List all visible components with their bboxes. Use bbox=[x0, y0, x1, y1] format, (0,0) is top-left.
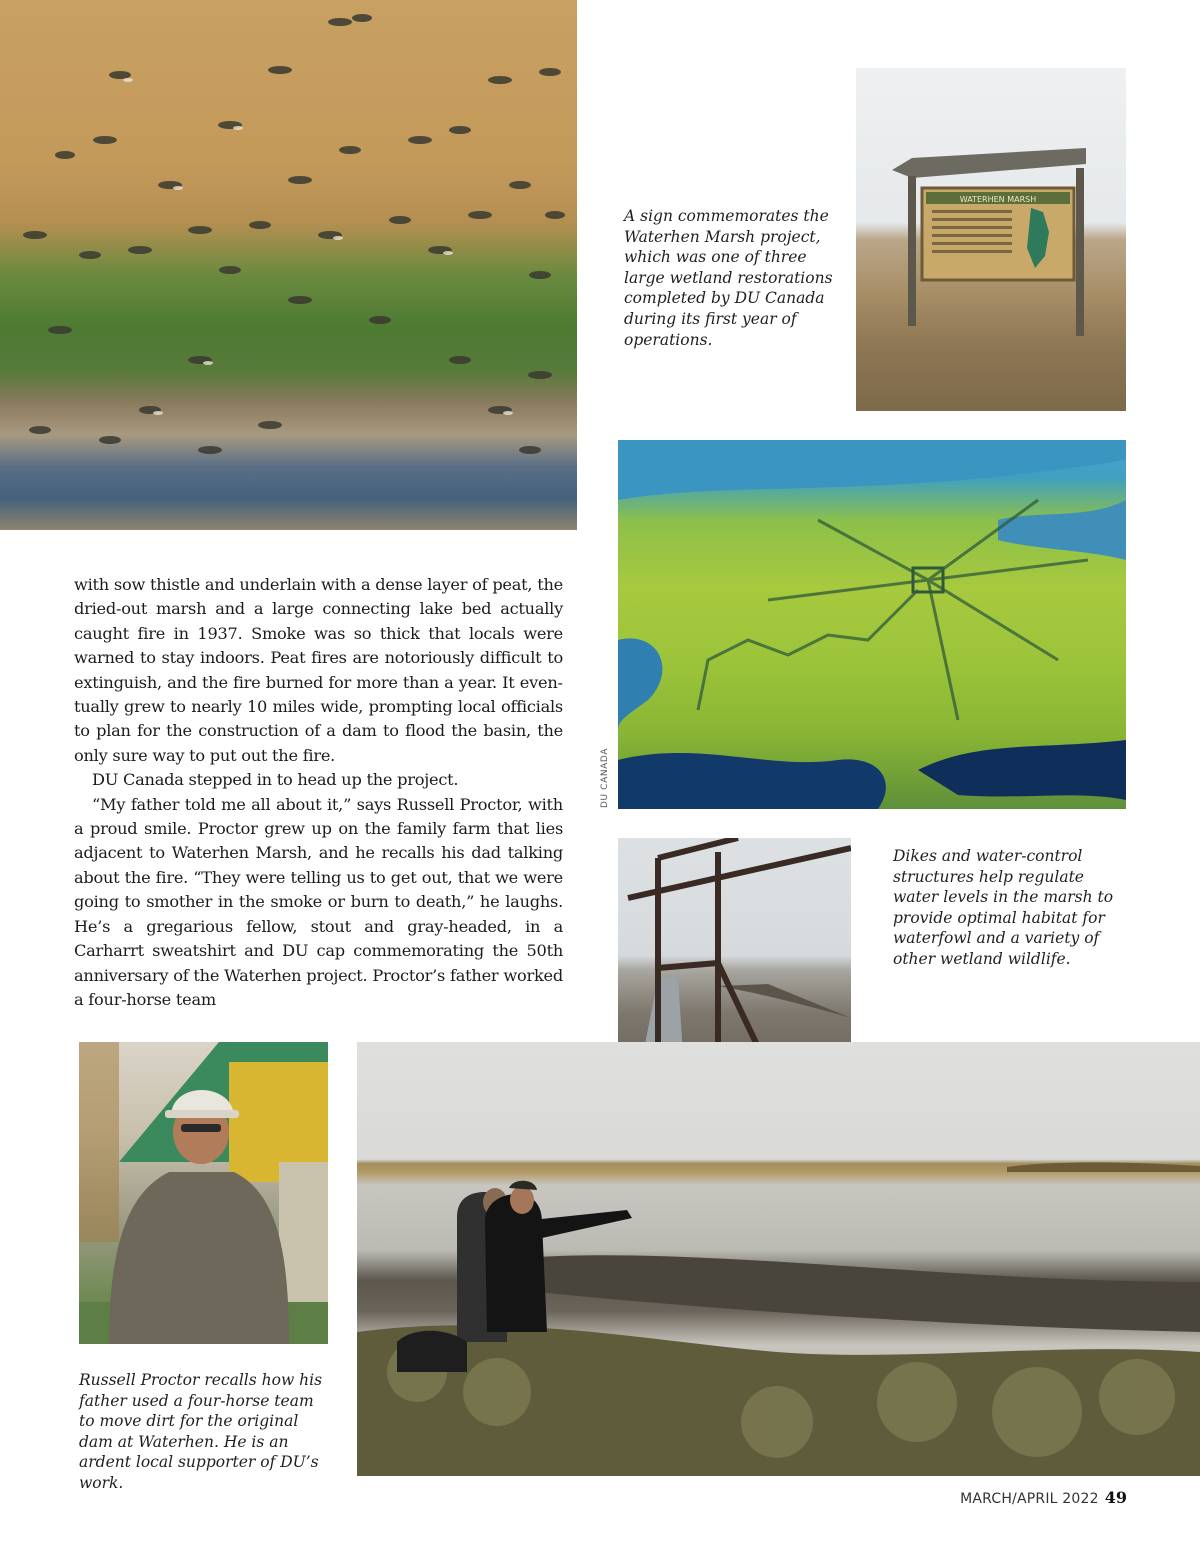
sign-illustration bbox=[856, 68, 1126, 411]
sign-photo-caption: A sign commemorates the Waterhen Marsh project, which was one of three large wetland restorations completed by DU Canada during its first year of operations. bbox=[624, 207, 833, 349]
dikes-photo-caption: Dikes and water-control structures help regulate water levels in the marsh to provide optimal habitat for waterfowl and a variety of other wetland wildlife. bbox=[893, 847, 1114, 968]
aerial-illustration bbox=[618, 440, 1126, 809]
article-body bbox=[74, 573, 563, 1012]
issue-date: MARCH/APRIL 2022 bbox=[960, 1491, 1099, 1507]
waterhen-sign-photo bbox=[856, 68, 1126, 411]
lake-illustration bbox=[357, 1042, 1200, 1476]
ducks-illustration bbox=[0, 0, 577, 530]
photo-credit: DU CANADA bbox=[600, 747, 610, 808]
body-paragraph-3: “My father told me all about it,” says Russell Proctor, with a proud smile. Proctor grew up on the family farm that lies adjacent to Waterhen Marsh, and he recalls his dad talking about the fire. “They were telling us to get out, that we were going to smother in the smoke or burn to death,” he laughs. He’s a gregarious fellow, stout and gray-headed, in a Carharrt sweatshirt and DU cap commemorating the 50th anniversary of the Waterhen project. Proctor’s father worked a four-horse team bbox=[74, 794, 563, 1009]
proctor-photo-caption: Russell Proctor recalls how his father used a four-horse team to move dirt for the original dam at Waterhen. He is an ardent local supporter of DU’s work. bbox=[79, 1371, 323, 1492]
aerial-wetland-photo bbox=[618, 440, 1126, 809]
russell-proctor-portrait-photo bbox=[79, 1042, 328, 1344]
body-paragraph-1: with sow thistle and underlain with a dense layer of peat, the dried-out marsh and a large connecting lake bed actually caught fire in 1937. Smoke was so thick that locals were warned to stay indoors. Peat fires are notoriously difficult to extinguish, and the fire burned for more than a year. It eventually grew to nearly 10 miles wide, prompting local officials to plan for the construction of a dam to flood the basin, the only sure way to put out the fire. bbox=[74, 575, 563, 765]
sign-heading: WATERHEN MARSH bbox=[959, 195, 1037, 204]
page-number: 49 bbox=[1104, 1488, 1127, 1507]
men-at-lake-photo bbox=[357, 1042, 1200, 1476]
portrait-illustration bbox=[79, 1042, 328, 1344]
body-paragraph-2: DU Canada stepped in to head up the project. bbox=[92, 770, 459, 790]
ducks-flying-photo bbox=[0, 0, 577, 530]
page-folio bbox=[960, 1488, 1127, 1507]
